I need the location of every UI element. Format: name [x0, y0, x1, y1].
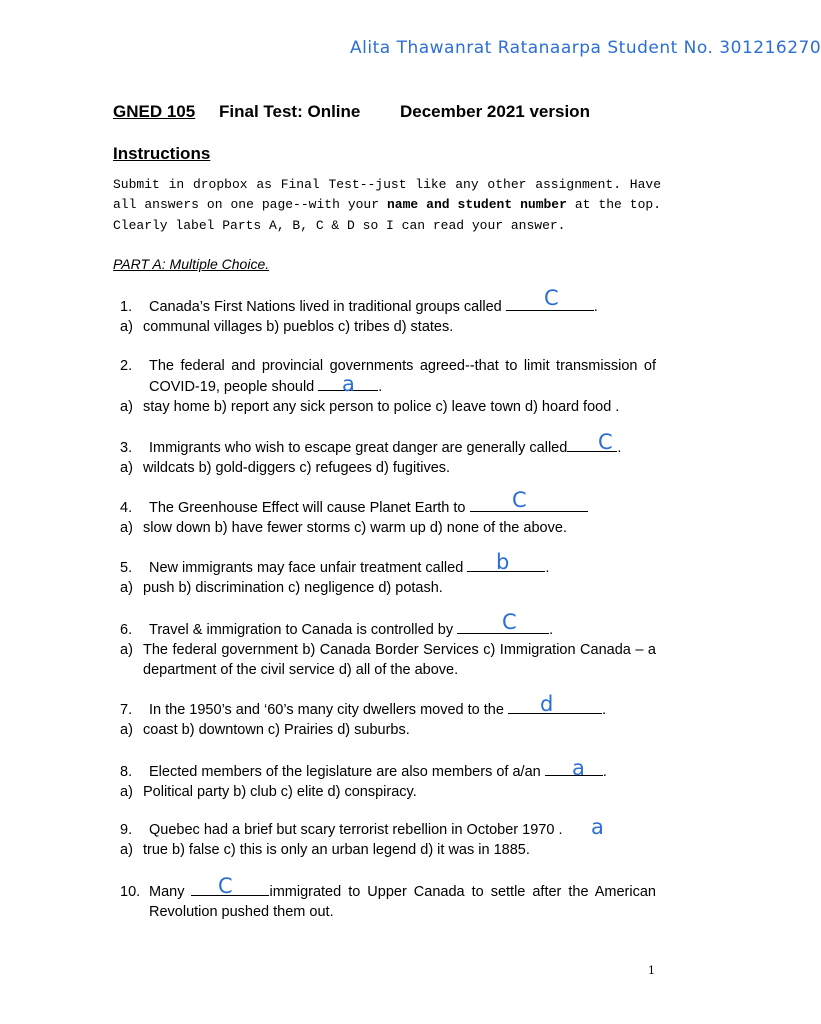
answer-options: The federal government b) Canada Border Services c) Immigration Canada – a department of the civil service d) all of the above. — [143, 642, 656, 678]
part-a-heading: PART A: Multiple Choice. — [113, 256, 270, 272]
handwritten-answer-6: C — [502, 610, 517, 634]
question-10: 10. Many immigrated to Upper Canada to settle after the American Revolution pushed them out. — [120, 881, 656, 922]
handwritten-answer-5: b — [496, 550, 510, 574]
question-7: 7. In the 1950’s and ‘60’s many city dwellers moved to the . a) coast b) downtown c) Prairies d) suburbs. — [120, 699, 656, 740]
page-number: 1 — [648, 964, 655, 977]
document-title — [113, 102, 590, 122]
handwritten-answer-4: C — [512, 488, 527, 512]
handwritten-name-student-number: Alita Thawanrat Ratanaarpa Student No. 301216270 — [350, 38, 821, 58]
question-2: 2. The federal and provincial governments agreed--that to limit transmission of COVID-19, people should . a) stay home b) report any sick person to police c) leave town d) hoard food . — [120, 358, 656, 415]
handwritten-answer-3: C — [598, 430, 613, 454]
instructions-heading: Instructions — [113, 144, 211, 163]
question-1: 1. Canada’s First Nations lived in traditional groups called . a) communal villages b) pueblos c) tribes d) states. — [120, 296, 656, 337]
answer-options: Political party b) club c) elite d) conspiracy. — [143, 784, 417, 800]
handwritten-answer-10: C — [218, 874, 233, 898]
handwritten-answer-1: C — [544, 286, 559, 310]
instructions-part1: Submit in dropbox as Final Test--just like any other assignment. Have all answers on one page--with your — [113, 177, 661, 213]
instructions-bold: name and student number — [387, 197, 567, 213]
answer-blank — [470, 497, 588, 512]
handwritten-answer-9: a — [591, 815, 604, 839]
handwritten-answer-7: d — [540, 692, 554, 716]
question-6: 6. Travel & immigration to Canada is controlled by . a) The federal government b) Canada Border Services c) Immigration Canada – a department of the civil service d) all of the above. — [120, 619, 656, 680]
question-9: 9. Quebec had a brief but scary terrorist rebellion in October 1970 . a) true b) false c) this is only an urban legend d) it was in 1885. — [120, 822, 563, 858]
answer-options: coast b) downtown c) Prairies d) suburbs. — [143, 722, 410, 738]
question-5: 5. New immigrants may face unfair treatment called . a) push b) discrimination c) negligence d) potash. — [120, 557, 656, 598]
answer-options: stay home b) report any sick person to police c) leave town d) hoard food . — [143, 399, 620, 415]
handwritten-answer-2: a — [342, 372, 355, 396]
answer-options: communal villages b) pueblos c) tribes d) states. — [143, 319, 454, 335]
test-version: December 2021 version — [400, 102, 590, 121]
question-8: 8. Elected members of the legislature are also members of a/an . a) Political party b) club c) elite d) conspiracy. — [120, 761, 656, 802]
question-3: 3. Immigrants who wish to escape great danger are generally called . a) wildcats b) gold-diggers c) refugees d) fugitives. — [120, 437, 656, 478]
instructions-text — [113, 175, 661, 236]
answer-options: slow down b) have fewer storms c) warm up d) none of the above. — [143, 520, 567, 536]
answer-blank — [508, 699, 602, 714]
instructions-part2: at the top. Clearly label Parts A, B, C & D so I can read your answer. — [113, 197, 661, 233]
answer-options: wildcats b) gold-diggers c) refugees d) fugitives. — [143, 460, 451, 476]
answer-options: push b) discrimination c) negligence d) potash. — [143, 580, 443, 596]
handwritten-answer-8: a — [572, 756, 585, 780]
test-name: Final Test: Online — [219, 102, 361, 121]
answer-options: true b) false c) this is only an urban legend d) it was in 1885. — [143, 842, 530, 858]
question-4: 4. The Greenhouse Effect will cause Planet Earth to a) slow down b) have fewer storms c) warm up d) none of the above. — [120, 497, 656, 538]
course-code: GNED 105 — [113, 102, 196, 121]
